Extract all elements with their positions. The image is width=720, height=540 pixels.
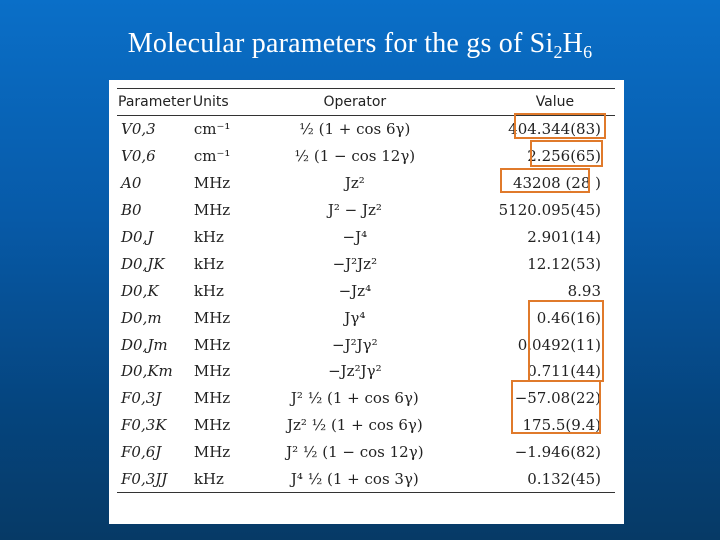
value-cell: 2.901(14): [527, 228, 601, 246]
table-row: [117, 439, 615, 466]
header-operator: Operator: [254, 89, 456, 116]
table-row: [117, 250, 615, 277]
operator-cell: Jz²: [344, 174, 365, 193]
value-cell: 0.0492(11): [517, 335, 601, 354]
param-cell: D0,K: [121, 281, 159, 300]
unit-cell: MHz: [193, 416, 231, 435]
unit-cell: MHz: [193, 174, 231, 193]
highlight-box-v06: [530, 140, 603, 167]
highlight-box-d-terms: [528, 300, 604, 382]
operator-cell: −J⁴: [342, 228, 368, 246]
param-cell: F0,3JJ: [117, 466, 192, 493]
unit-cell: kHz: [193, 228, 224, 246]
highlight-box-f-terms: [511, 380, 601, 434]
unit-cell: kHz: [193, 281, 224, 300]
operator-cell: −Jz²Jγ²: [328, 362, 382, 381]
table-row: [117, 224, 615, 251]
param-cell: V0,3: [121, 120, 156, 139]
unit-cell: cm⁻¹: [193, 147, 231, 166]
operator-cell: J⁴ ½ (1 + cos 3γ): [254, 466, 456, 493]
header-parameter: Parameter: [117, 89, 192, 116]
value-cell: 8.93: [567, 281, 601, 300]
highlight-box-v03: [514, 113, 606, 139]
operator-cell: ½ (1 − cos 12γ): [294, 147, 416, 166]
operator-cell: J² ½ (1 + cos 6γ): [290, 389, 419, 408]
operator-cell: −J²Jγ²: [332, 335, 378, 354]
param-cell: F0,6J: [121, 443, 162, 462]
param-cell: D0,m: [121, 308, 162, 327]
table-row: [117, 197, 615, 224]
unit-cell: MHz: [193, 335, 231, 354]
param-cell: B0: [121, 201, 142, 220]
param-cell: D0,Km: [121, 362, 173, 381]
table-header-row: [117, 89, 615, 116]
param-cell: D0,J: [121, 228, 154, 246]
parameter-table-panel: [109, 80, 624, 524]
value-cell: 5120.095(45): [498, 201, 601, 220]
highlight-box-a0: [500, 168, 590, 193]
value-cell: 0.711(44): [527, 362, 601, 381]
header-value: Value: [456, 89, 615, 116]
param-cell: V0,6: [121, 147, 156, 166]
value-cell: 12.12(53): [527, 254, 601, 273]
unit-cell: cm⁻¹: [193, 120, 231, 139]
operator-cell: J² − Jz²: [327, 201, 382, 220]
value-cell: 175.5(9.4): [522, 416, 601, 435]
header-units: Units: [192, 89, 254, 116]
param-cell: A0: [121, 174, 142, 193]
param-cell: D0,Jm: [121, 335, 168, 354]
unit-cell: kHz: [192, 466, 254, 493]
unit-cell: MHz: [193, 308, 231, 327]
param-cell: F0,3J: [121, 389, 162, 408]
value-cell: −57.08(22): [514, 389, 601, 408]
operator-cell: Jγ⁴: [344, 308, 366, 327]
value-cell: 0.132(45): [456, 466, 615, 493]
param-cell: F0,3K: [121, 416, 167, 435]
param-cell: D0,JK: [121, 254, 165, 273]
value-cell: 0.46(16): [536, 308, 601, 327]
unit-cell: MHz: [193, 443, 231, 462]
unit-cell: MHz: [193, 362, 231, 381]
value-cell: 2.256(65): [527, 147, 601, 166]
value-cell: −1.946(82): [514, 443, 601, 462]
operator-cell: −J²Jz²: [332, 254, 378, 273]
unit-cell: MHz: [193, 389, 231, 408]
operator-cell: ½ (1 + cos 6γ): [299, 120, 411, 139]
operator-cell: −Jz⁴: [338, 281, 372, 300]
slide-title: Molecular parameters for the gs of $Si_2H_6$: [127, 28, 593, 62]
table-row: [117, 466, 615, 493]
operator-cell: Jz² ½ (1 + cos 6γ): [286, 416, 423, 435]
operator-cell: J² ½ (1 − cos 12γ): [286, 443, 424, 462]
value-cell: 43208 (28 ): [512, 174, 601, 193]
unit-cell: kHz: [193, 254, 224, 273]
unit-cell: MHz: [193, 201, 231, 220]
value-cell: 404.344(83): [508, 120, 601, 139]
